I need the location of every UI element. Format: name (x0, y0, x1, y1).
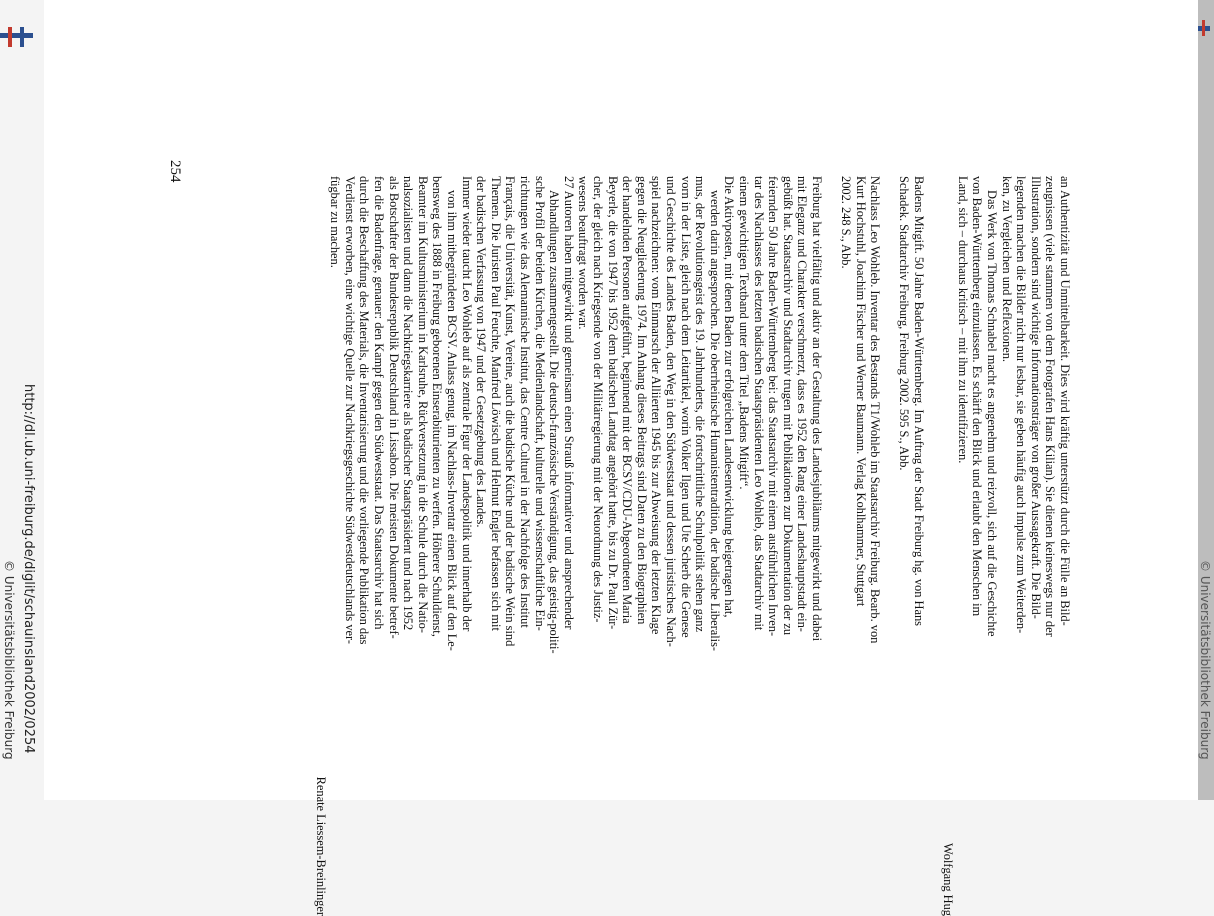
text-line (824, 176, 839, 916)
text-line: der badischen Verfassung von 1947 und der Gesetzgebung des Landes. (474, 176, 489, 528)
text-line: Die Aktivposten, mit denen Baden zur erfolgreichen Landesentwicklung beigetragen hat, (722, 176, 737, 618)
page-number: 254 (167, 160, 183, 183)
text-line: der handelnden Personen aufgeführt, beginnend mit der BCSV/CDU-Abgeordneten Maria (620, 176, 635, 624)
text-line: richtungen wie das Alemannische Institut, das Centre Culturel in der Nachfolge des Institut (518, 176, 533, 628)
text-line: tar des Nachlasses des letzten badischen Staatspräsidenten Leo Wohleb, das Stadtarchiv mit (751, 176, 766, 631)
text-line: von ihm mitbegründeten BCSV. Anlass genug, im Nachlass-Inventar einen Blick auf den Le- (445, 190, 460, 651)
text-line: gegen die Neugliederung 1974. Im Anhang dieses Beitrags sind Daten zu den Biographien (634, 176, 649, 625)
text-line: Abhandlungen zusammengestellt. Die deutsch-französische Verständigung, das geistig-politi- (547, 190, 562, 654)
text-line: wesens beauftragt worden war. (576, 176, 591, 330)
text-line: sche Profil der beiden Kirchen, die Medienlandschaft, kulturelle und wissenschaftliche Ein- (532, 176, 547, 631)
text-line: von Baden-Württemberg einzulassen. Es schärft den Blick und erlaubt den Menschen im (970, 176, 985, 617)
text-line: Nachlass Leo Wohleb. Inventar des Bestands T1/Wohleb im Staatsarchiv Freiburg. Bearb. von (868, 176, 883, 644)
text-line: fügbar zu machen. (328, 176, 343, 268)
text-line: spiel nachzeichnen: vom Einmarsch der Alliierten 1945 bis zur Abweisung der letzten Klage (649, 176, 664, 635)
copyright-notice: © Universitätsbibliothek Freiburg (2, 560, 16, 760)
text-line: Land, sich – durchaus kritisch – mit ihm zu identifizieren. (955, 176, 970, 464)
text-line: feiernden 50 Jahre Baden-Württemberg bei: das Staatsarchiv mit einem ausführlichen Inven- (766, 176, 781, 637)
library-logo-right-icon (1198, 20, 1210, 36)
text-line: durch die Beschaffung des Materials, die Inventarisierung und die vorliegende Publikation das (357, 176, 372, 645)
text-line: fen die Badenfrage, genauer: den Kampf gegen den Südweststaat. Das Staatsarchiv hat sich (372, 176, 387, 630)
copyright-notice-right: © Universitätsbibliothek Freiburg (1198, 560, 1212, 760)
text-line: Français, die Universität, Kunst, Vereine, auch die badische Küche und der badische Wein sind (503, 176, 518, 647)
text-line: Wolfgang Hug (941, 843, 956, 916)
text-line: Themen. Die Juristen Paul Feuchte, Manfred Löwisch und Helmut Engler befassen sich mit (488, 176, 503, 631)
text-line: ken, zu Vergleichen und Reflexionen. (999, 176, 1014, 363)
text-line (926, 176, 941, 916)
review-text-column (313, 176, 1072, 916)
text-line: zeugnissen (viele stammen von dem Fotografen Hans Kilian). Sie dienen keineswegs nur der (1043, 176, 1058, 637)
text-line: Beamter im Kultusministerium in Karlsruhe, Rückversetzung in die Schule durch die Natio- (415, 176, 430, 633)
text-line: vorn in der Liste, gleich nach dem Leitartikel, worin Volker Ilgen und Ute Scherb die Genese (678, 176, 693, 638)
text-line: als Botschafter der Bundesrepublik Deutschland in Lissabon. Die meisten Dokumente betref- (386, 176, 401, 639)
text-line: Kurt Hochstuhl, Joachim Fischer und Werner Baumann. Verlag Kohlhammer, Stuttgart (853, 176, 868, 607)
text-line: Beyerle, die von 1947 bis 1952 dem badischen Landtag angehört hatte, bis zu Dr. Paul Zür- (605, 176, 620, 630)
text-line: Badens Mitgift. 50 Jahre Baden-Württemberg. Im Auftrag der Stadt Freiburg hg. von Hans (912, 176, 927, 626)
text-line: bensweg des 1888 in Freiburg geborenen Einserabiturienten zu werfen. Höherer Schuldienst, (430, 176, 445, 637)
text-line: Renate Liessem-Breinlinger (313, 776, 328, 916)
text-line: werden darin angesprochen. Die oberrheinische Humanistentradition, der badische Liberalis- (707, 190, 722, 652)
text-line: gebüßt hat. Staatsarchiv und Stadtarchiv trugen mit Publikationen zur Dokumentation der zu (780, 176, 795, 636)
text-line: cher, der gleich nach Kriegsende von der Militärregierung mit der Neuordnung des Justiz- (591, 176, 605, 623)
text-line: Verdienst erworben, eine wichtige Quelle zur Nachkriegsgeschichte Südwestdeutschlands ver- (342, 176, 357, 645)
source-url[interactable]: http://dl.ub.uni-freiburg.de/diglit/schauinsland2002/0254 (21, 384, 36, 754)
text-line: 27 Autoren haben mitgewirkt und gemeinsam einen Strauß informativer und ansprechender (561, 176, 576, 630)
text-line: und Geschichte des Landes Baden, den Weg in den Südweststaat und dessen juristisches Nach- (663, 176, 678, 647)
library-logo-icon (0, 27, 33, 47)
text-line: mus, der Revolutionsgeist des 19. Jahrhunderts, die fortschrittliche Schulpolitik stehen ganz (693, 176, 708, 632)
text-line: 2002. 248 S., Abb. (839, 176, 854, 269)
text-line: mit Eleganz und Charakter verschmerzt, dass es 1952 den Rang einer Landeshauptstadt ein- (795, 176, 810, 632)
text-line (882, 176, 897, 916)
text-line: nalsozialisten und dann die Nachkriegskarriere als badischer Staatspräsident und nach 1952 (401, 176, 416, 631)
text-line: Illustration, sondern sind wichtige Informationsträger von großer Aussagekraft. Die Bild- (1028, 176, 1043, 619)
text-line: einem gewichtigen Textband unter dem Titel „Badens Mitgift“. (736, 176, 751, 490)
text-line: Schadek. Stadtarchiv Freiburg, Freiburg 2002. 595 S., Abb. (897, 176, 912, 471)
text-line: Freiburg hat vielfältig und aktiv an der Gestaltung des Landesjubiläums mitgewirkt und dabei (809, 176, 824, 642)
text-line: Immer wieder taucht Leo Wohleb auf als zentrale Figur der Landespolitik und innerhalb der (459, 176, 474, 632)
text-line: Das Werk von Thomas Schnabel macht es angenehm und reizvoll, sich auf die Geschichte (985, 190, 1000, 637)
text-line: an Authentizität und Unmittelbarkeit. Dies wird kräftig unterstützt durch die Fülle an Bild- (1058, 176, 1072, 626)
text-line: legenden machen die Bilder nicht nur lesbar, sie geben häufig auch Impulse zum Weiterden- (1014, 176, 1029, 634)
